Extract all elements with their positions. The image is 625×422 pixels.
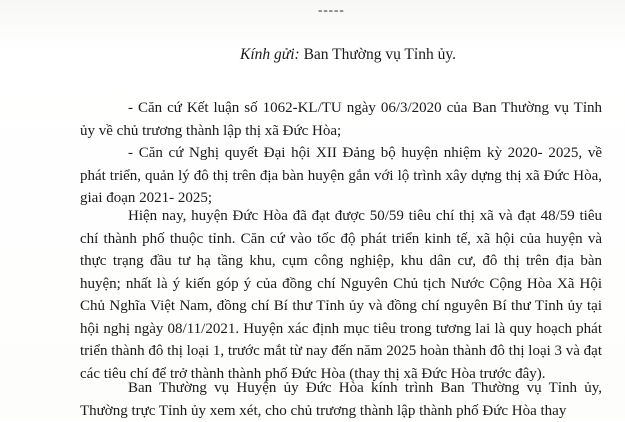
paragraph-current-status: Hiện nay, huyện Đức Hòa đã đạt được 50/59 tiêu chí thị xã và đạt 48/59 tiêu chí thành phố thuộc tỉnh. Căn cứ vào tốc độ phát triển kinh tế, xã hội của huyện và thực trạng đầu tư hạ tầng khu, cụm công nghiệp, khu dân cư, đô thị trên địa bàn huyện; nhất là ý kiến góp ý của đồng chí Nguyên Chủ tịch Nước Cộng Hòa Xã Hội Chủ Nghĩa Việt Nam, đồng chí Bí thư Tỉnh ủy và đồng chí nguyên Bí thư Tỉnh ủy tại hội nghị ngày 08/11/2021. Huyện xác định mục tiêu trong tương lai là quy hoạch phát triển thành đô thị loại 1, trước mắt từ nay đến năm 2025 hoàn thành đô thị loại 3 và đạt các tiêu chí để trở thành thành phố Đức Hòa (thay thị xã Đức Hòa trước đây). bbox=[80, 208, 602, 382]
paragraph-resolution-reference: - Căn cứ Nghị quyết Đại hội XII Đảng bộ huyện nhiệm kỳ 2020- 2025, về phát triển, quản lý đô thị trên địa bàn huyện gắn với lộ trình xây dựng thị xã Đức Hòa, giai đoạn 2021- 2025; bbox=[80, 145, 602, 206]
paragraph-request: Ban Thường vụ Huyện ủy Đức Hòa kính trình Ban Thường vụ Tỉnh ủy, Thường trực Tỉnh ủy xem xét, cho chủ trương thành lập thành phố Đức Hòa thay bbox=[80, 380, 602, 419]
salutation bbox=[240, 46, 456, 64]
salutation-label: Kính gửi: bbox=[240, 46, 300, 63]
separator-line: ----- bbox=[318, 2, 345, 17]
salutation-recipient: Ban Thường vụ Tỉnh ủy. bbox=[303, 46, 456, 63]
paragraph-conclusion-reference: - Căn cứ Kết luận số 1062-KL/TU ngày 06/3/2020 của Ban Thường vụ Tỉnh ủy về chủ trương thành lập thị xã Đức Hòa; bbox=[80, 100, 602, 139]
